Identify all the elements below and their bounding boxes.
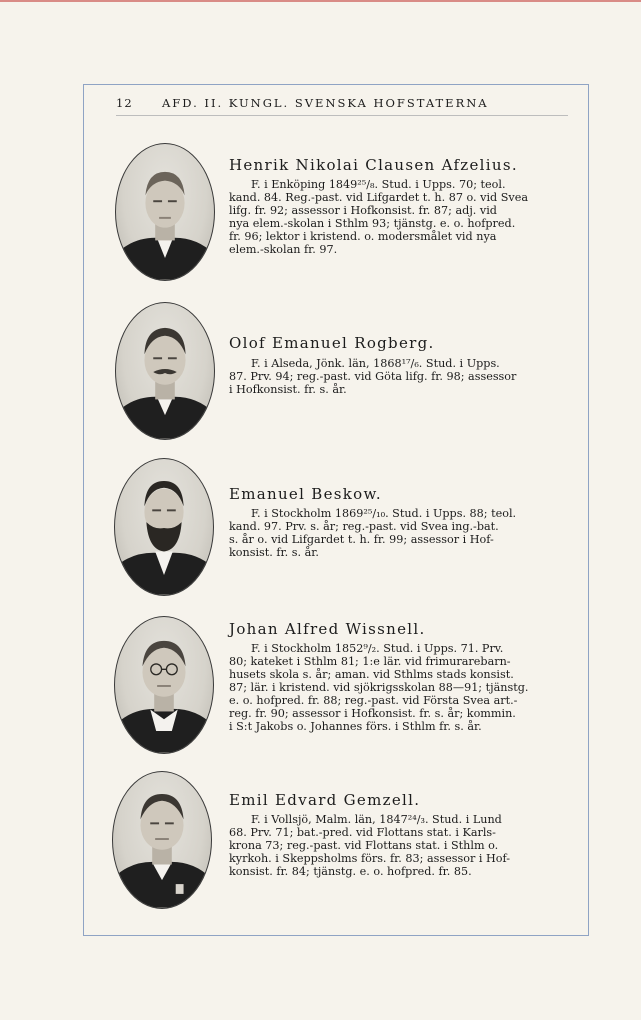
entry-line: 68. Prv. 71; bat.-pred. vid Flottans stat. i Karls-	[229, 826, 496, 839]
entry-line: F. i Vollsjö, Malm. län, 1847²⁴/₃. Stud. i Lund	[251, 813, 502, 826]
entry-text	[229, 178, 570, 256]
portrait-photo	[114, 458, 214, 596]
entry-line: kand. 84. Reg.-past. vid Lifgardet t. h. 87 o. vid Svea	[229, 191, 529, 204]
running-head	[116, 96, 568, 114]
portrait-illustration	[116, 144, 214, 280]
entry-line: konsist. fr. s. år.	[229, 546, 319, 559]
portrait-illustration	[115, 617, 213, 753]
entry-line: 87; lär. i kristend. vid sjökrigsskolan 88—91; tjänstg.	[229, 681, 529, 694]
entry-name: Emanuel Beskow.	[229, 485, 382, 503]
header-rule	[116, 115, 568, 116]
entry-line: e. o. hofpred. fr. 88; reg.-past. vid Första Svea art.-	[229, 694, 518, 707]
entry-line: F. i Stockholm 1869²⁵/₁₀. Stud. i Upps. 88; teol.	[251, 507, 517, 520]
entry-line: elem.-skolan fr. 97.	[229, 243, 338, 256]
entry-line: i S:t Jakobs o. Johannes förs. i Sthlm fr. s. år.	[229, 720, 482, 733]
entry-line: F. i Enköping 1849²⁵/₈. Stud. i Upps. 70; teol.	[251, 178, 506, 191]
page-top-edge	[0, 0, 641, 2]
entry-line: 80; kateket i Sthlm 81; 1:e lär. vid frimurarebarn-	[229, 655, 511, 668]
entry-line: reg. fr. 90; assessor i Hofkonsist. fr. s. år; kommin.	[229, 707, 516, 720]
portrait-photo	[115, 143, 215, 281]
portrait-photo	[112, 771, 212, 909]
entry-line: 87. Prv. 94; reg.-past. vid Göta lifg. fr. 98; assessor	[229, 370, 517, 383]
entry-name: Olof Emanuel Rogberg.	[229, 334, 435, 352]
portrait-illustration	[116, 303, 214, 439]
portrait-photo	[115, 302, 215, 440]
entry-line: kand. 97. Prv. s. år; reg.-past. vid Svea ing.-bat.	[229, 520, 499, 533]
portrait-photo	[114, 616, 214, 754]
entry-line: F. i Stockholm 1852⁹/₂. Stud. i Upps. 71. Prv.	[251, 642, 504, 655]
portrait-illustration	[113, 772, 211, 908]
entry-line: fr. 96; lektor i kristend. o. modersmålet vid nya	[229, 230, 497, 243]
running-title: AFD. II. KUNGL. SVENSKA HOFSTATERNA	[162, 96, 489, 110]
entry-line: kyrkoh. i Skeppsholms förs. fr. 83; assessor i Hof-	[229, 852, 511, 865]
entry-text	[229, 813, 570, 878]
entry-text	[229, 642, 570, 733]
entry-line: lifg. fr. 92; assessor i Hofkonsist. fr. 87; adj. vid	[229, 204, 497, 217]
entry-line: i Hofkonsist. fr. s. år.	[229, 383, 347, 396]
entry-line: konsist. fr. 84; tjänstg. e. o. hofpred. fr. 85.	[229, 865, 472, 878]
entry-text	[229, 507, 570, 559]
entry-name: Henrik Nikolai Clausen Afzelius.	[229, 156, 518, 174]
entry-line: nya elem.-skolan i Sthlm 93; tjänstg. e. o. hofpred.	[229, 217, 516, 230]
entry-name: Johan Alfred Wissnell.	[229, 620, 426, 638]
entry-line: husets skola s. år; aman. vid Sthlms stads konsist.	[229, 668, 514, 681]
entry-line: F. i Alseda, Jönk. län, 1868¹⁷/₆. Stud. i Upps.	[251, 357, 500, 370]
entry-text	[229, 357, 570, 396]
portrait-illustration	[115, 459, 213, 595]
entry-line: s. år o. vid Lifgardet t. h. fr. 99; assessor i Hof-	[229, 533, 494, 546]
entry-name: Emil Edvard Gemzell.	[229, 791, 421, 809]
page-number: 12	[116, 96, 133, 110]
entry-line: krona 73; reg.-past. vid Flottans stat. i Sthlm o.	[229, 839, 499, 852]
